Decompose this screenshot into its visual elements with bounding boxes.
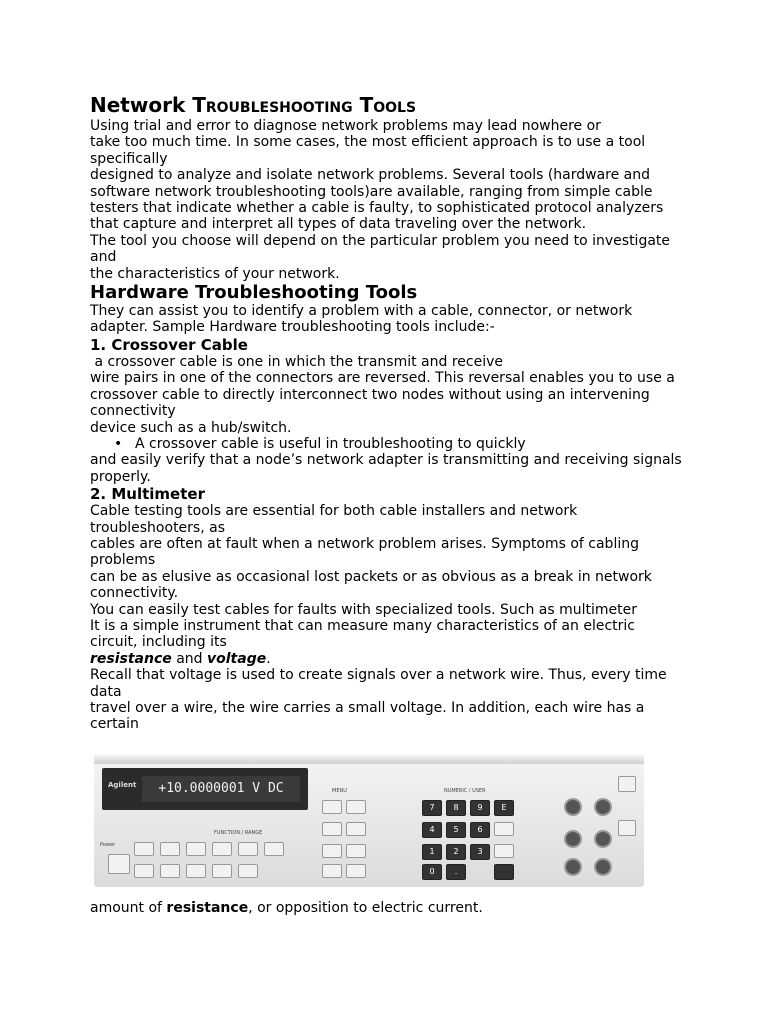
text-line: wire pairs in one of the connectors are reversed. This reversal enables you to use a <box>90 370 675 387</box>
function-key[interactable] <box>160 864 180 878</box>
text-line: device such as a hub/switch. <box>90 419 292 436</box>
input-jack[interactable] <box>594 798 612 816</box>
function-key[interactable] <box>186 842 206 856</box>
text-line: data <box>90 683 122 700</box>
digit-key[interactable]: 8 <box>446 800 466 816</box>
display-panel <box>102 768 308 810</box>
text-line: a crossover cable is one in which the transmit and receive <box>90 353 503 370</box>
function-key[interactable] <box>134 842 154 856</box>
input-jack[interactable] <box>594 858 612 876</box>
text-line: problems <box>90 552 156 569</box>
text-line: troubleshooters, as <box>90 519 225 536</box>
text-line: The tool you choose will depend on the particular problem you need to investigate <box>90 232 671 249</box>
bullet-text: A crossover cable is useful in troubleshooting to quickly <box>135 435 526 452</box>
device-top-edge <box>94 754 644 764</box>
after-suffix: , or opposition to electric current. <box>248 900 483 916</box>
function-key[interactable] <box>160 842 180 856</box>
lcd-readout: +10.0000001 V DC <box>142 776 300 802</box>
multimeter-paragraph <box>90 503 690 651</box>
function-key[interactable] <box>494 844 514 858</box>
resistance-line <box>90 900 483 916</box>
digit-key[interactable]: 9 <box>470 800 490 816</box>
text-line: properly. <box>90 468 151 485</box>
text-line: It is a simple instrument that can measure many characteristics of an electric <box>90 617 635 634</box>
text-line: Cable testing tools are essential for both cable installers and network <box>90 503 578 520</box>
input-jack[interactable] <box>564 858 582 876</box>
title-first-word: Network <box>90 93 193 117</box>
function-key[interactable] <box>238 842 258 856</box>
title-small-caps: Troubleshooting Tools <box>192 93 417 117</box>
function-key[interactable] <box>186 864 206 878</box>
text-line: cables are often at fault when a network problem arises. Symptoms of cabling <box>90 535 639 552</box>
text-line: Using trial and error to diagnose network problems may lead nowhere or <box>90 118 601 134</box>
text-line: connectivity <box>90 403 176 420</box>
resistance-term: resistance <box>90 650 172 667</box>
menu-label: MENU <box>332 788 347 794</box>
text-line: the characteristics of your network. <box>90 265 340 282</box>
digit-key[interactable]: 5 <box>446 822 466 838</box>
text-line: software network troubleshooting tools)are available, ranging from simple cable <box>90 183 653 200</box>
multimeter-device <box>94 754 644 887</box>
text-line: and easily verify that a node’s network adapter is transmitting and receiving signals <box>90 452 682 469</box>
intro-paragraph <box>90 118 690 282</box>
input-jack[interactable] <box>564 798 582 816</box>
input-jack[interactable] <box>564 830 582 848</box>
text-line: travel over a wire, the wire carries a small voltage. In addition, each wire has a <box>90 700 645 716</box>
multimeter-photo <box>94 754 644 887</box>
crossover-paragraph <box>90 354 690 436</box>
after-prefix: amount of <box>90 900 167 916</box>
function-key[interactable] <box>212 842 232 856</box>
menu-key[interactable] <box>322 864 342 878</box>
period: . <box>266 650 271 667</box>
text-line: crossover cable to directly interconnect two nodes without using an intervening <box>90 386 650 403</box>
voltage-paragraph <box>90 667 690 733</box>
function-key[interactable] <box>238 864 258 878</box>
hardware-intro <box>90 303 690 336</box>
text-line: Recall that voltage is used to create signals over a network wire. Thus, every time <box>90 667 667 684</box>
page-title <box>90 92 690 118</box>
text-line: designed to analyze and isolate network problems. Several tools (hardware and <box>90 167 651 184</box>
text-line: connectivity. <box>90 585 179 602</box>
multimeter-heading: 2. Multimeter <box>90 485 205 504</box>
digit-key[interactable]: 2 <box>446 844 466 860</box>
bullet-icon: • <box>114 435 123 452</box>
menu-key[interactable] <box>346 864 366 878</box>
function-key[interactable] <box>264 842 284 856</box>
text-line: You can easily test cables for faults with specialized tools. Such as multimeter <box>90 601 638 618</box>
digit-key[interactable]: 7 <box>422 800 442 816</box>
text-line: circuit, including its <box>90 634 227 651</box>
and-word: and <box>171 650 208 667</box>
voltage-term: voltage <box>207 650 267 667</box>
digit-key[interactable]: 6 <box>470 822 490 838</box>
text-line: specifically <box>90 150 168 167</box>
menu-key[interactable] <box>322 822 342 836</box>
enter-key[interactable] <box>494 864 514 880</box>
crossover-heading: 1. Crossover Cable <box>90 335 248 354</box>
brand-logo: Agilent <box>108 781 137 789</box>
menu-key[interactable] <box>346 800 366 814</box>
text-line: take too much time. In some cases, the most efficient approach is to use a tool <box>90 134 646 151</box>
menu-key[interactable] <box>346 822 366 836</box>
resistance-voltage-line <box>90 651 690 667</box>
input-jack[interactable] <box>594 830 612 848</box>
text-line: testers that indicate whether a cable is faulty, to sophisticated protocol analyzers <box>90 200 664 217</box>
menu-key[interactable] <box>346 844 366 858</box>
resistance-bold: resistance <box>166 900 249 916</box>
text-line: can be as elusive as occasional lost packets or as obvious as a break in network <box>90 568 652 585</box>
digit-key[interactable]: 0 <box>422 864 442 880</box>
digit-key[interactable]: 1 <box>422 844 442 860</box>
function-key[interactable] <box>494 822 514 836</box>
hardware-heading: Hardware Troubleshooting Tools <box>90 282 418 304</box>
function-key[interactable] <box>212 864 232 878</box>
text-line: adapter. Sample Hardware troubleshooting tools include:- <box>90 319 495 336</box>
terminals-button[interactable] <box>618 776 636 792</box>
text-line: certain <box>90 716 139 733</box>
bullet-item <box>90 436 690 452</box>
text-line: They can assist you to identify a problem with a cable, connector, or network <box>90 303 633 320</box>
power-button[interactable] <box>108 854 130 874</box>
guard-button[interactable] <box>618 820 636 836</box>
text-line: that capture and interpret all types of data traveling over the network. <box>90 216 587 233</box>
digit-key[interactable]: 4 <box>422 822 442 838</box>
menu-key[interactable] <box>322 844 342 858</box>
document-body <box>90 92 690 733</box>
digit-key[interactable]: . <box>446 864 466 880</box>
text-line: and <box>90 249 117 266</box>
menu-key[interactable] <box>322 800 342 814</box>
function-key[interactable] <box>134 864 154 878</box>
function-range-label: FUNCTION / RANGE <box>214 830 263 836</box>
numeric-user-label: NUMERIC / USER <box>444 788 486 794</box>
power-label: Power <box>100 842 116 848</box>
digit-key[interactable]: 3 <box>470 844 490 860</box>
digit-key[interactable]: E <box>494 800 514 816</box>
